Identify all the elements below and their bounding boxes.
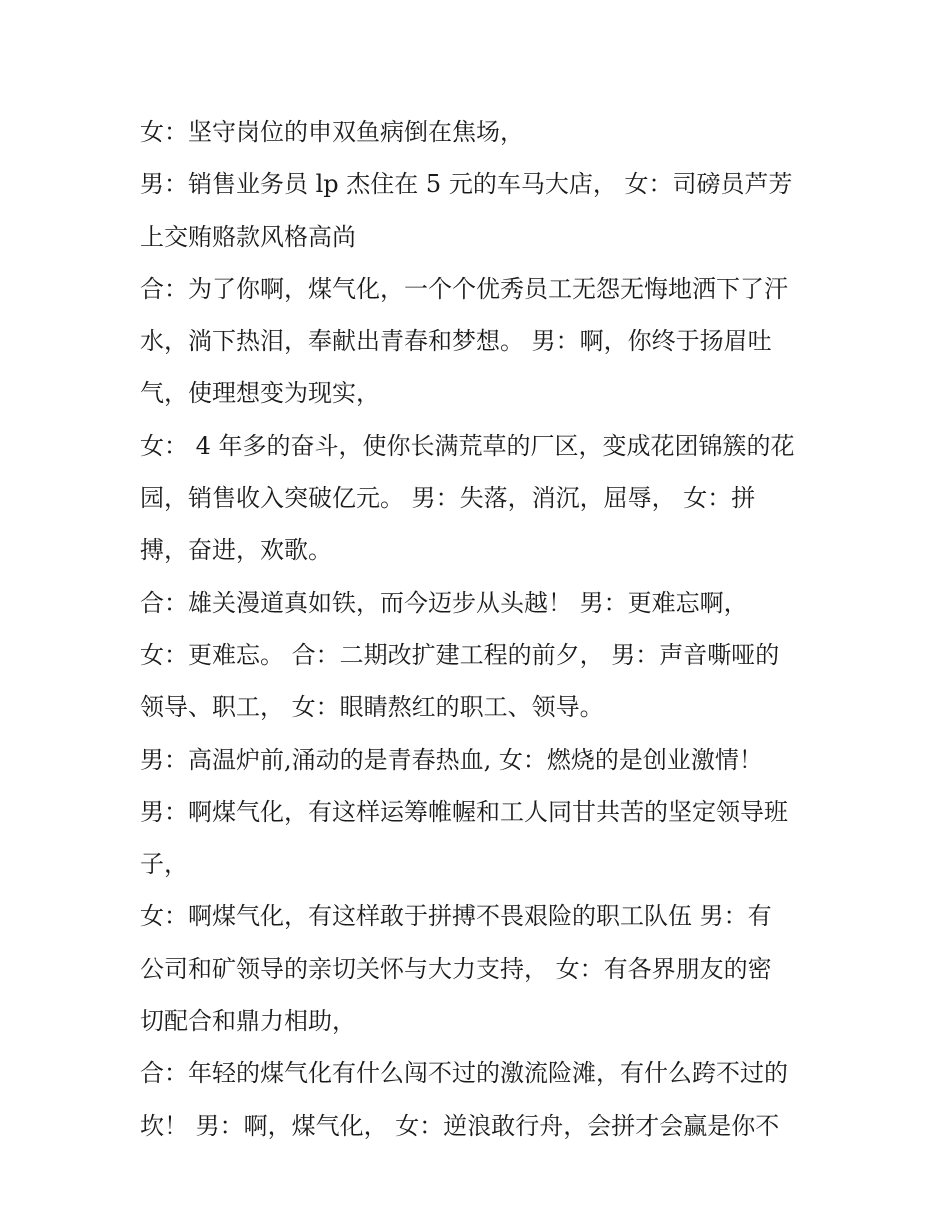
text-line: 领导、职工， 女：眼睛熬红的职工、领导。 [140, 693, 604, 722]
document-body [140, 106, 830, 1152]
text-line: 女：坚守岗位的申双鱼病倒在焦场， [140, 118, 524, 146]
text-line: 搏，奋进，欢歌。 [140, 536, 332, 565]
text-line: 男：销售业务员 lp 杰住在 5 元的车马大店， 女：司磅员芦芳 [140, 170, 793, 199]
text-line: 园，销售收入突破亿元。 男：失落，消沉，屈辱， 女：拼 [140, 484, 756, 513]
text-line: 合：年轻的煤气化有什么闯不过的激流险滩，有什么跨不过的 [140, 1059, 788, 1088]
text-line: 切配合和鼎力相助， [140, 1007, 356, 1036]
text-line: 男：高温炉前,涌动的是青春热血, 女：燃烧的是创业激情！ [140, 745, 763, 774]
text-line: 上交贿赂款风格高尚 [140, 222, 356, 251]
text-line: 公司和矿领导的亲切关怀与大力支持， 女：有各界朋友的密 [140, 954, 772, 983]
text-line: 水，淌下热泪，奉献出青春和梦想。 男：啊，你终于扬眉吐 [140, 327, 772, 356]
text-line: 女：啊煤气化，有这样敢于拼搏不畏艰险的职工队伍 男：有 [140, 902, 772, 931]
text-line: 合：雄关漫道真如铁，而今迈步从头越！ 男：更难忘啊， [140, 588, 748, 617]
text-line: 男：啊煤气化，有这样运筹帷幄和工人同甘共苦的坚定领导班 [140, 797, 788, 826]
text-line: 气，使理想变为现实， [140, 379, 380, 408]
text-line: 女： 4 年多的奋斗，使你长满荒草的厂区，变成花团锦簇的花 [140, 431, 795, 460]
text-line: 合：为了你啊，煤气化，一个个优秀员工无怨无悔地洒下了汗 [140, 274, 788, 303]
text-line: 坎！ 男：啊，煤气化， 女：逆浪敢行舟，会拼才会赢是你不 [140, 1111, 780, 1140]
text-line: 子， [140, 850, 188, 879]
text-line: 女：更难忘。 合：二期改扩建工程的前夕， 男：声音嘶哑的 [140, 640, 780, 669]
